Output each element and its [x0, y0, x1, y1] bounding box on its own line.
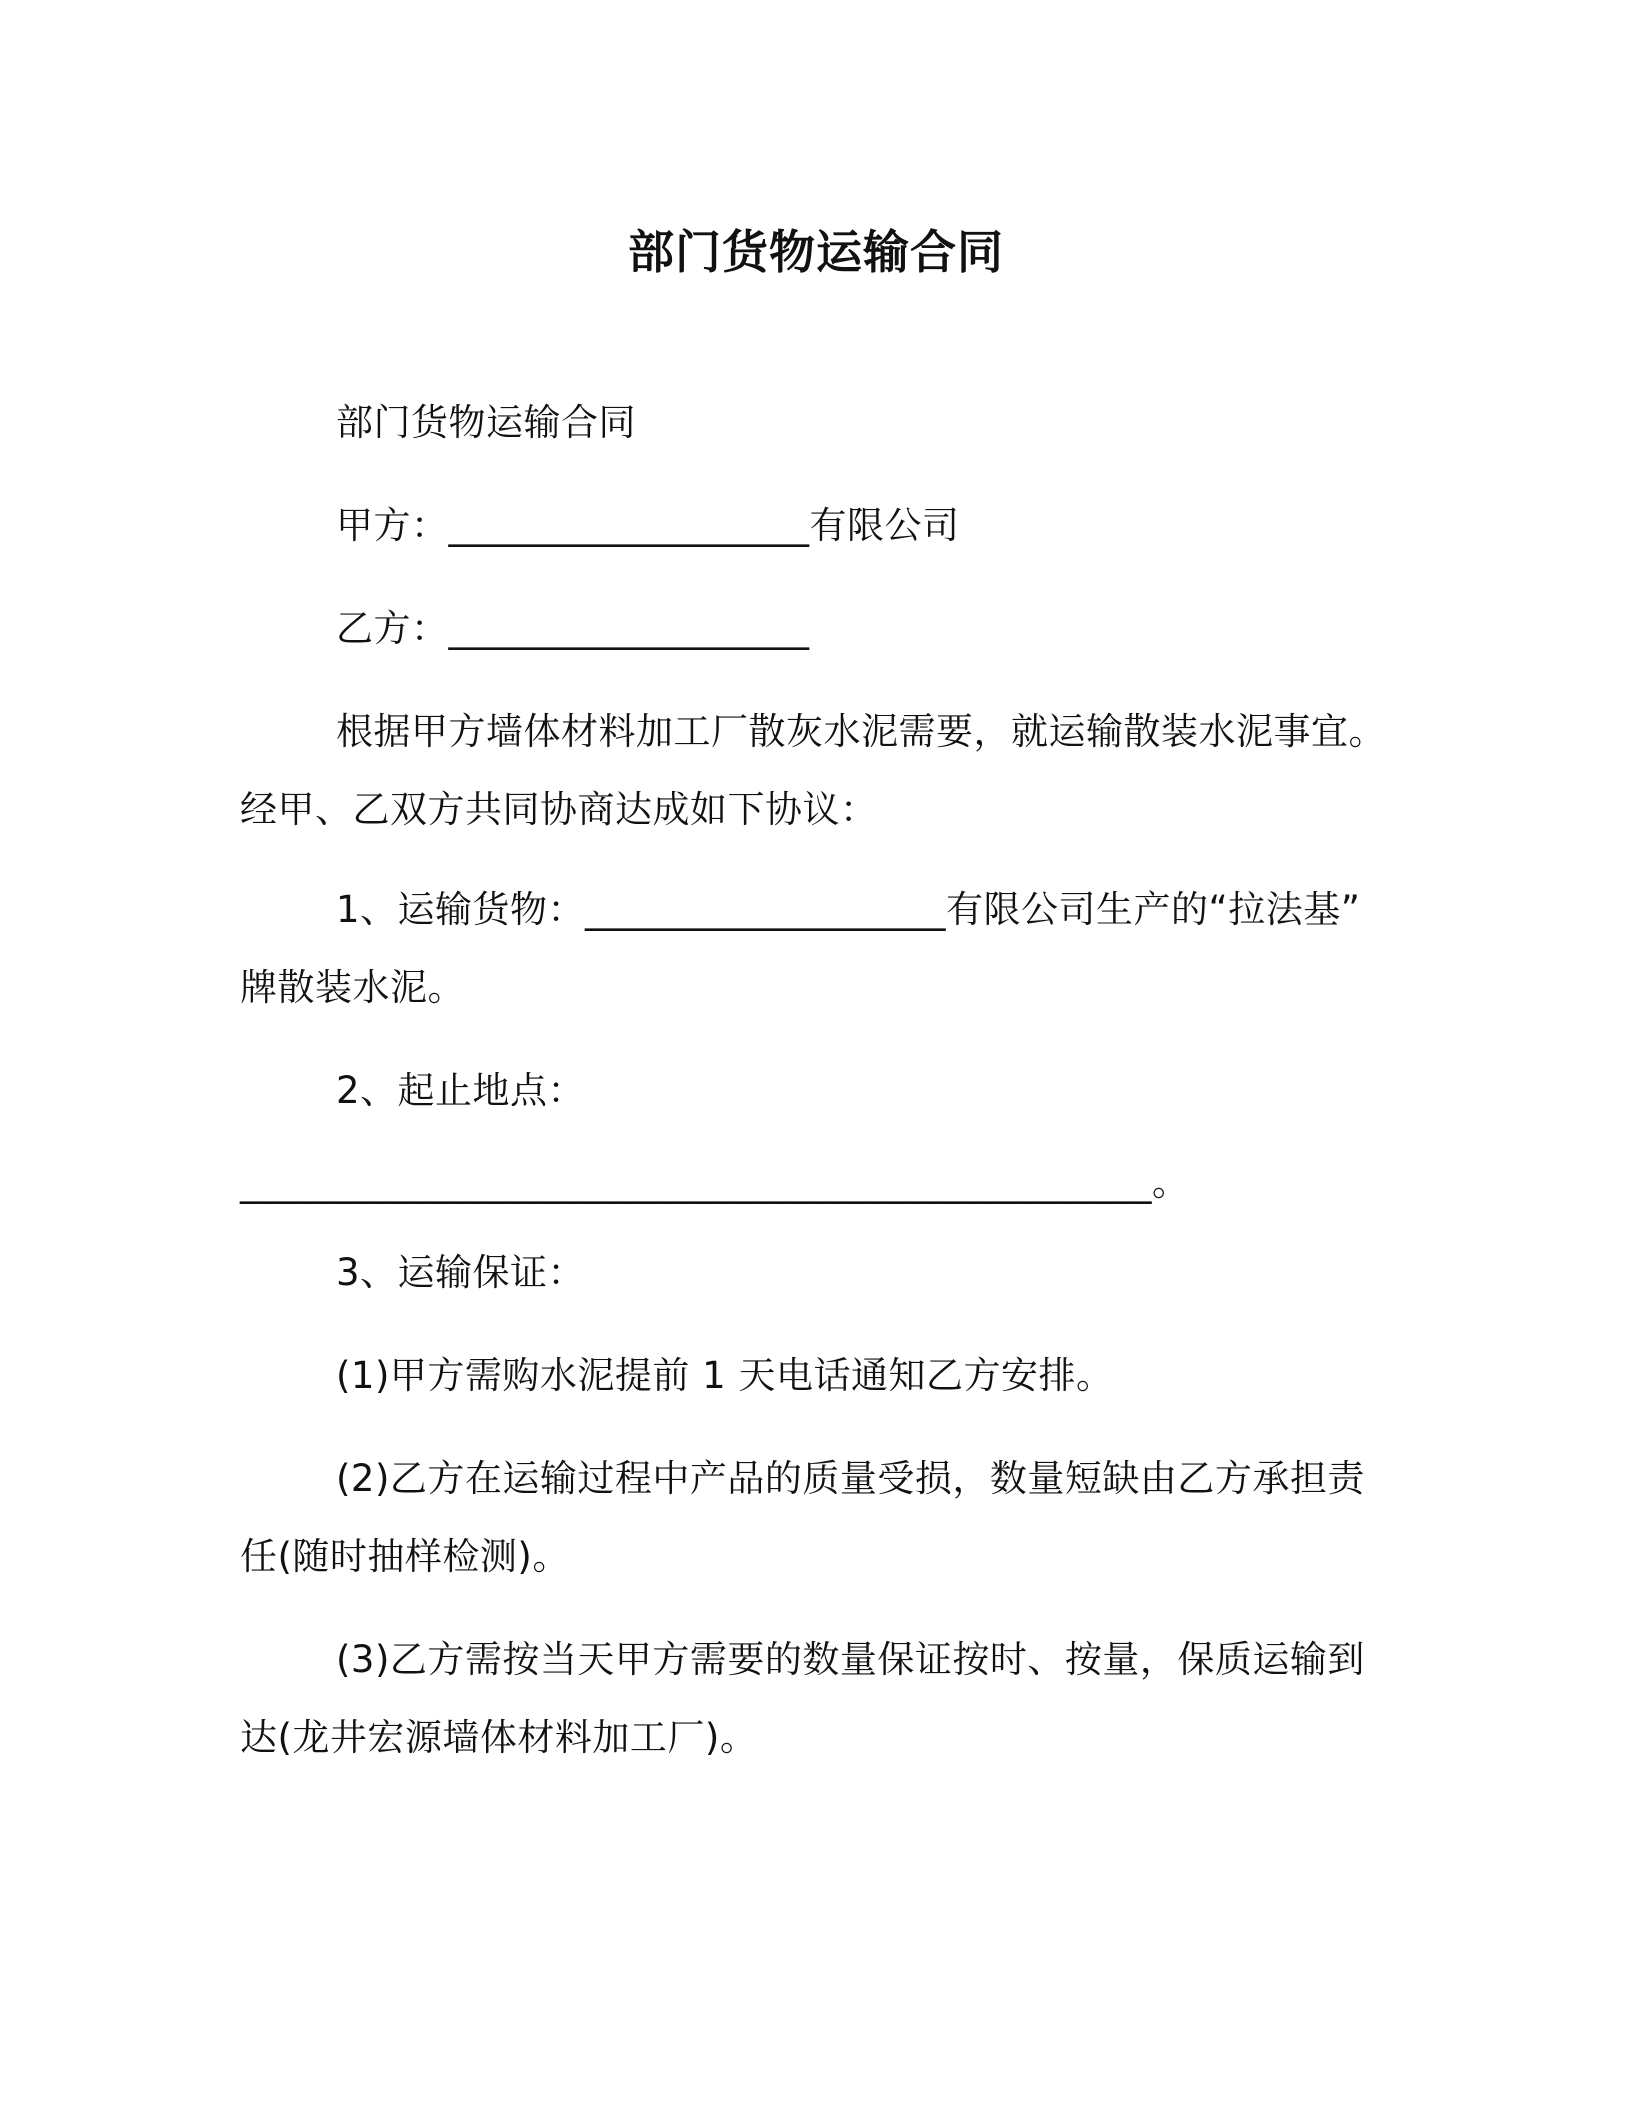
- preamble-line-1: 根据甲方墙体材料加工厂散灰水泥需要，就运输散装水泥事宜。: [336, 710, 1386, 753]
- clause-2-line-2: ________________________________________________。: [240, 1161, 1190, 1204]
- subtitle-line: 部门货物运输合同: [336, 401, 636, 444]
- document-title: 部门货物运输合同: [628, 225, 1004, 279]
- preamble-line-2: 经甲、乙双方共同协商达成如下协议：: [240, 788, 878, 831]
- clause-2-line-1: 2、起止地点：: [336, 1069, 586, 1112]
- clause-3-item-2-line-1: (2)乙方在运输过程中产品的质量受损，数量短缺由乙方承担责: [336, 1457, 1365, 1500]
- clause-3-item-3-line-1: (3)乙方需按当天甲方需要的数量保证按时、按量，保质运输到: [336, 1638, 1365, 1681]
- clause-3-item-3-line-2: 达(龙井宏源墙体材料加工厂)。: [240, 1716, 758, 1759]
- clause-1-line-2: 牌散装水泥。: [240, 966, 465, 1009]
- clause-3-heading: 3、运输保证：: [336, 1251, 586, 1294]
- clause-3-item-2-line-2: 任(随时抽样检测)。: [240, 1535, 570, 1578]
- clause-1-line-1: 1、运输货物：___________________有限公司生产的“拉法基”: [336, 888, 1361, 931]
- party-b-line: 乙方：___________________: [336, 607, 810, 650]
- party-a-line: 甲方：___________________有限公司: [336, 504, 960, 547]
- clause-3-item-1: (1)甲方需购水泥提前 1 天电话通知乙方安排。: [336, 1354, 1114, 1397]
